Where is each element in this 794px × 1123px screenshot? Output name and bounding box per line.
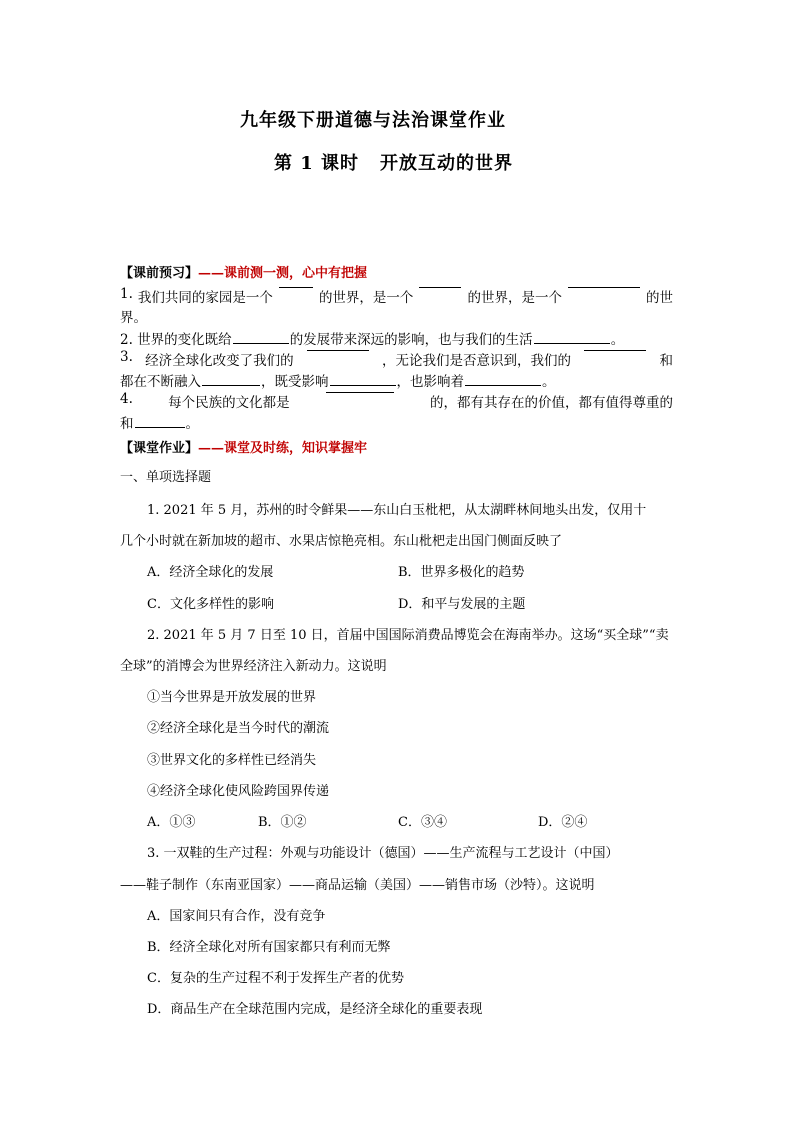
question-2-statement-3: ③世界文化的多样性已经消失: [147, 753, 317, 768]
preview-item-1-continuation: 界。: [120, 310, 147, 326]
homework-bracket-label: 【课堂作业】: [120, 441, 199, 456]
item-text: 的世界，是一个: [318, 290, 414, 306]
fill-blank[interactable]: [233, 342, 289, 344]
question-2-option-c[interactable]: C．③④: [398, 815, 447, 830]
part-title: 一、单项选择题: [120, 470, 212, 485]
fill-blank[interactable]: [202, 384, 260, 386]
question-2-statement-2: ②经济全球化是当今时代的潮流: [147, 721, 330, 736]
item-text: 和: [120, 416, 134, 432]
question-3-option-d[interactable]: D．商品生产在全球范围内完成，是经济全球化的重要表现: [147, 1002, 483, 1017]
homework-section-heading: [120, 437, 367, 456]
item-text: 世界的变化既给: [137, 332, 232, 348]
question-3-option-b[interactable]: B．经济全球化对所有国家都只有利而无弊: [147, 940, 391, 955]
question-1-option-c[interactable]: C．文化多样性的影响: [147, 597, 274, 612]
item-text: 经济全球化改变了我们的: [145, 353, 294, 369]
item-text: 。: [610, 332, 625, 348]
preview-item-3: [120, 349, 673, 369]
preview-item-1: [120, 286, 673, 306]
item-text: 的发展带来深远的影响，也与我们的生活: [289, 332, 533, 348]
question-3-option-c[interactable]: C．复杂的生产过程不利于发挥生产者的优势: [147, 971, 404, 986]
question-2-statement-1: ①当今世界是开放发展的世界: [147, 690, 317, 705]
question-3-option-a[interactable]: A．国家间只有合作，没有竞争: [147, 909, 326, 924]
lesson-number: 第 1 课时: [274, 153, 360, 174]
preview-item-4-continuation: [120, 412, 199, 432]
item-text: 都在不断融入: [120, 374, 201, 390]
item-text: ，无论我们是否意识到，我们的: [382, 353, 572, 369]
question-1-line-2: 几个小时就在新加坡的超市、水果店惊艳亮相。东山枇杷走出国门侧面反映了: [120, 534, 563, 549]
fill-blank[interactable]: [307, 349, 369, 351]
fill-blank[interactable]: [465, 384, 541, 386]
fill-blank[interactable]: [419, 286, 461, 288]
question-1-option-d[interactable]: D．和平与发展的主题: [398, 597, 526, 612]
question-1-line-1: 1. 2021 年 5 月，苏州的时令鲜果——东山白玉枇杷，从太湖畔林间地头出发，仅用十: [147, 503, 647, 518]
question-1-option-a[interactable]: A．经济全球化的发展: [147, 565, 274, 580]
item-number: 1.: [120, 286, 133, 302]
item-text: ，也影响着: [396, 374, 464, 390]
fill-blank[interactable]: [584, 349, 646, 351]
lesson-name: 开放互动的世界: [380, 153, 513, 174]
fill-blank[interactable]: [135, 426, 185, 428]
preview-item-4: [120, 391, 673, 411]
question-3-line-1: 3. 一双鞋的生产过程：外观与功能设计（德国）——生产流程与工艺设计（中国）: [147, 846, 619, 861]
fill-blank[interactable]: [568, 286, 640, 288]
item-text: 。: [542, 374, 556, 390]
question-2-line-1: 2. 2021 年 5 月 7 日至 10 日，首届中国国际消费品博览会在海南举办。这场“买全球”“卖: [147, 628, 669, 643]
item-number: 3.: [120, 349, 133, 365]
preview-item-3-continuation: [120, 370, 556, 390]
item-number: 2.: [120, 332, 133, 348]
fill-blank[interactable]: [330, 384, 396, 386]
question-2-line-2: 全球”的消博会为世界经济注入新动力。这说明: [120, 659, 387, 674]
item-text: ，既受影响: [261, 374, 329, 390]
question-1-option-b[interactable]: B．世界多极化的趋势: [398, 565, 525, 580]
item-number: 4.: [120, 391, 133, 407]
item-text: 和: [659, 353, 673, 369]
item-text: 。: [185, 416, 199, 432]
preview-bracket-label: 【课前预习】: [120, 266, 199, 281]
preview-slogan: ——课前测一测，心中有把握: [198, 266, 368, 281]
document-title: 九年级下册道德与法治课堂作业: [240, 110, 506, 131]
question-2-statement-4: ④经济全球化使风险跨国界传递: [147, 784, 330, 799]
fill-blank[interactable]: [326, 391, 394, 393]
preview-section-heading: [120, 262, 367, 281]
homework-slogan: ——课堂及时练，知识掌握牢: [198, 441, 368, 456]
item-text: 的世界，是一个: [467, 290, 562, 306]
question-2-option-b[interactable]: B．①②: [258, 815, 307, 830]
fill-blank[interactable]: [279, 286, 313, 288]
fill-blank[interactable]: [534, 342, 610, 344]
item-text: 我们共同的家园是一个: [137, 290, 273, 306]
item-text: 的世: [646, 290, 673, 306]
question-2-option-a[interactable]: A．①③: [147, 815, 196, 830]
question-2-option-d[interactable]: D．②④: [538, 815, 588, 830]
item-text: 每个民族的文化都是: [168, 395, 290, 411]
preview-item-2: [120, 328, 624, 348]
question-3-line-2: ——鞋子制作（东南亚国家）——商品运输（美国）——销售市场（沙特）。这说明: [120, 878, 595, 893]
item-text: 的，都有其存在的价值，都有值得尊重的: [430, 395, 673, 411]
